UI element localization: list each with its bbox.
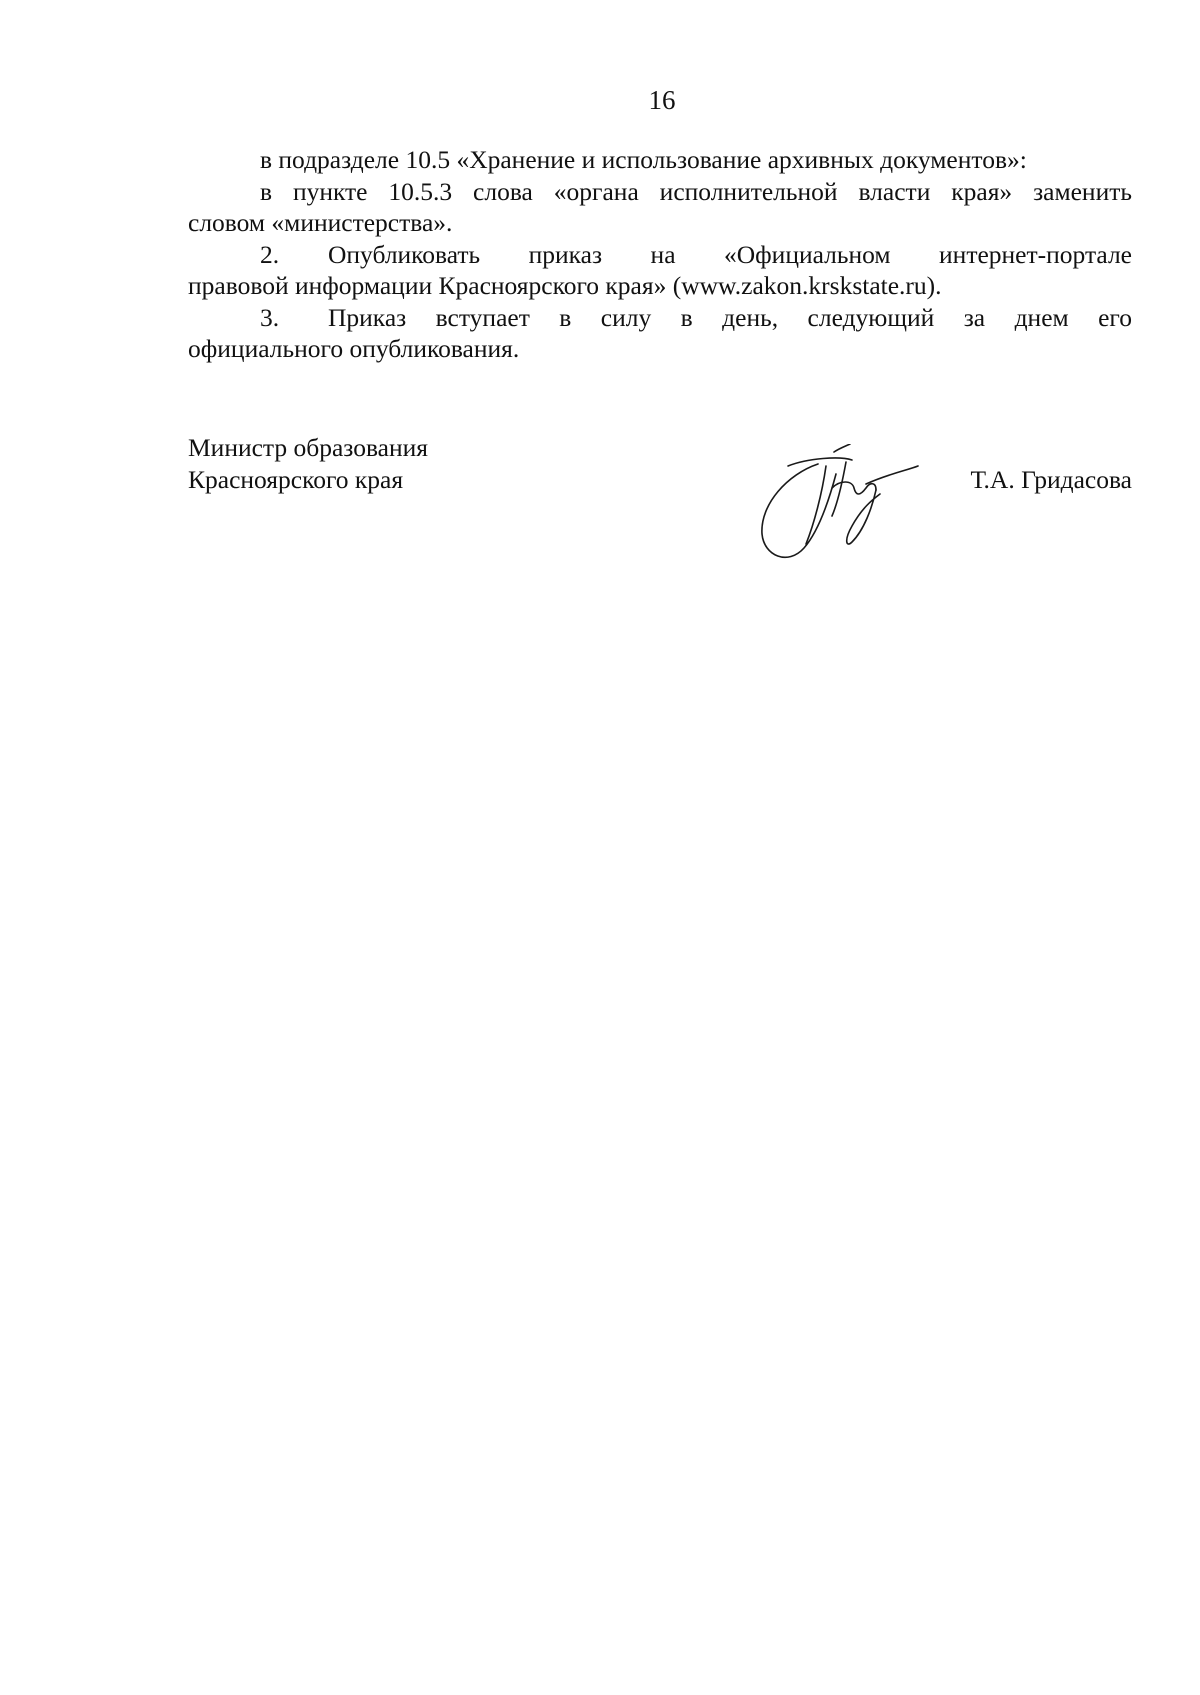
handwritten-signature (748, 444, 944, 566)
document-body (188, 144, 1132, 365)
paragraph-line: словом «министерства». (188, 208, 453, 237)
page-number: 16 (648, 85, 676, 115)
paragraph-line: в подразделе 10.5 «Хранение и использование архивных документов»: (260, 145, 1027, 174)
signatory-name: Т.А. Гридасова (970, 464, 1132, 494)
paragraph-line: Приказ вступает в силу в день, следующий за днем его (328, 302, 1132, 332)
item-number: 3. (260, 302, 280, 332)
paragraph-line: официального опубликования. (188, 334, 520, 363)
signature-block (188, 432, 1132, 495)
signatory-title: Красноярского края (188, 464, 404, 494)
paragraph-line: правовой информации Красноярского края» (www.zakon.krskstate.ru). (188, 271, 942, 300)
paragraph-line: в пункте 10.5.3 слова «органа исполнительной власти края» заменить (260, 176, 1132, 206)
numbered-item-2 (188, 239, 1132, 271)
item-number: 2. (260, 239, 280, 269)
paragraph-line: Опубликовать приказ на «Официальном интернет-портале (328, 239, 1132, 269)
numbered-item-3 (188, 302, 1132, 334)
signatory-title: Министр образования (188, 433, 429, 462)
